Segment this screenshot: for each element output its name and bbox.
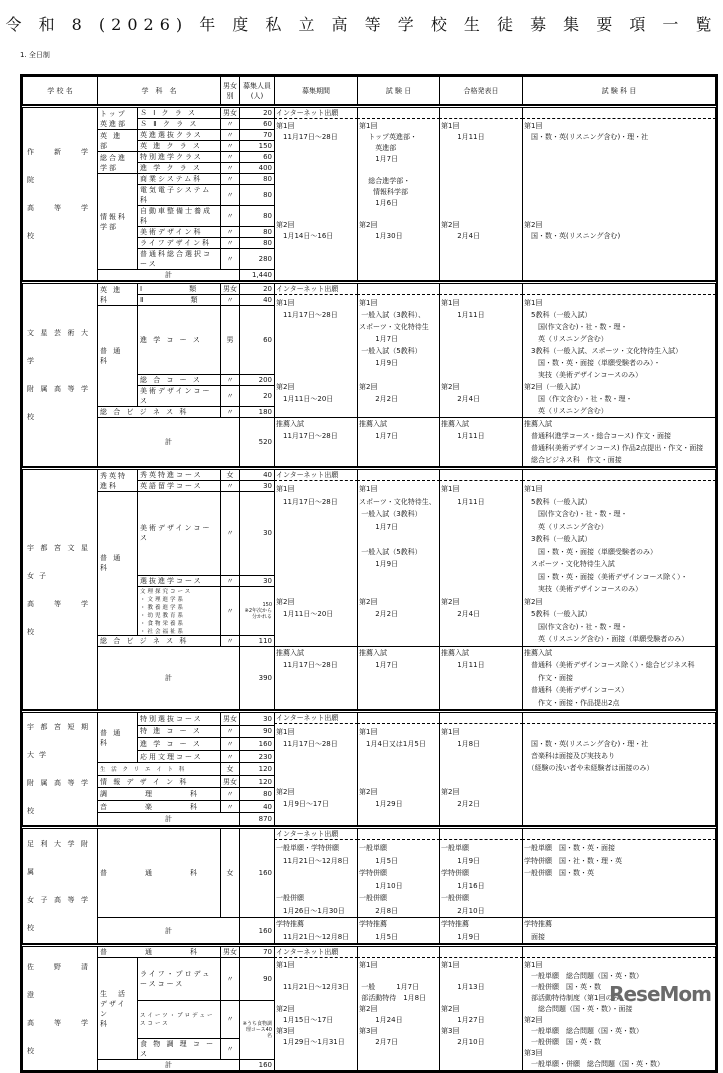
total-row [23, 418, 716, 467]
recommendation-subjects [523, 646, 716, 710]
exam-date [358, 283, 440, 418]
application-period [275, 107, 358, 281]
table-row [23, 283, 716, 295]
application-period [275, 469, 358, 647]
gender: 〃 [221, 185, 240, 206]
gender: 〃 [221, 249, 240, 270]
gender: 〃 [221, 492, 240, 576]
pass-announcement [440, 107, 523, 281]
capacity: 30 [240, 575, 275, 586]
dashed-divider [523, 829, 716, 840]
table-row [23, 946, 716, 958]
recommendation-pass-text: 学特推薦 1月9日 [441, 920, 481, 941]
recommendation-pass [440, 418, 523, 467]
capacity: 60 [240, 306, 275, 375]
total-label: 計 [98, 646, 240, 710]
capacity: 280 [240, 249, 275, 270]
pass-announcement [440, 828, 523, 918]
department-group: トップ英進部 [98, 107, 138, 130]
period-text: 第1回 11月21日～12月3日 第2回 1月15日～17日 第3回 1月29日～1月31日 [276, 961, 350, 1046]
course-name: 選抜進学コース [138, 575, 221, 586]
gender: 〃 [221, 958, 240, 1001]
recommendation-pass [440, 646, 523, 710]
gender: 〃 [221, 152, 240, 163]
school-name-cell [23, 469, 98, 710]
exam-date [358, 469, 440, 647]
course-name: 商業システム科 [138, 174, 221, 185]
school-name-line: 高 等 学 校 [27, 1018, 93, 1055]
gender: 男女 [221, 946, 240, 958]
school-name-cell [23, 283, 98, 467]
capacity: 400 [240, 163, 275, 174]
dashed-divider [440, 713, 523, 724]
course-name: 秀英特進コース [138, 469, 221, 481]
course-name: 美術デザインコース [138, 386, 221, 407]
school-name-cell [23, 946, 98, 1071]
school-name-line: 宇都宮文星女子 [27, 543, 93, 580]
department-group: 英 進 科 [98, 283, 138, 306]
gender: 男女 [221, 712, 240, 726]
period-text: 第1回 11月17日～28日 第2回 1月11日～20日 [276, 299, 338, 403]
department-group: 普 通 科 [98, 712, 138, 763]
exam-subjects [523, 828, 716, 918]
capacity: 80 [240, 206, 275, 227]
application-period [275, 283, 358, 418]
gender: 〃 [221, 1039, 240, 1060]
capacity: 90 [240, 958, 275, 1001]
total-row [23, 918, 716, 944]
exam-subjects [523, 946, 716, 1071]
course-name: 普 通 科 [98, 946, 221, 958]
gender: 〃 [221, 238, 240, 249]
school-section [22, 710, 716, 826]
dashed-divider [440, 470, 523, 481]
gender: 〃 [221, 174, 240, 185]
course-name: 進 学 ク ラ ス [138, 163, 221, 174]
gender: 〃 [221, 119, 240, 130]
school-name-line: 女子高等学校 [27, 896, 93, 932]
recommendation-period [275, 418, 358, 467]
total-count: 520 [240, 418, 275, 467]
course-name: 自動車整備士養成科 [138, 206, 221, 227]
school-name-line: 附属高等学校 [27, 779, 93, 815]
capacity: 80 [240, 185, 275, 206]
capacity: 20 [240, 386, 275, 407]
subjects-text: 一般単願 国・数・英・面接 学特併願 国・社・数・理・英 一般併願 国・数・英 [524, 844, 622, 877]
gender: 〃 [221, 1000, 240, 1039]
gender: 〃 [221, 481, 240, 492]
department-group: 総合進学部 [98, 152, 138, 174]
school-name-cell [23, 712, 98, 826]
course-name: 美術デザイン科 [138, 227, 221, 238]
school-name-cell [23, 107, 98, 281]
pass-text: 第1回 1月11日 第2回 2月4日 [441, 485, 485, 618]
capacity: 160 [240, 828, 275, 918]
capacity: 120 [240, 775, 275, 788]
recommendation-pass-text: 推薦入試 1月11日 [441, 648, 485, 669]
exam-subjects [523, 283, 716, 418]
exam-date [358, 712, 440, 826]
pass-text: 第1回 1月11日 第2回 2月4日 [441, 299, 485, 403]
header-pass-date: 合格発表日 [440, 77, 523, 105]
course-name: Ⅰ 類 [138, 283, 221, 295]
dashed-divider [358, 470, 440, 481]
exam-date [358, 828, 440, 918]
recommendation-exam [358, 646, 440, 710]
course-name: 特 進 コ ー ス [138, 725, 221, 738]
gender: 〃 [221, 635, 240, 646]
capacity: 70 [240, 946, 275, 958]
total-count: 1,440 [240, 270, 275, 281]
pass-text: 一般単願 1月9日 学特併願 1月16日 一般併願 2月10日 [441, 844, 485, 915]
section-subtitle: 1. 全日制 [20, 51, 50, 59]
recommendation-exam-text: 推薦入試 1月7日 [359, 648, 399, 669]
gender: 〃 [221, 206, 240, 227]
header-period: 募集期間 [275, 77, 358, 105]
gender: 〃 [221, 163, 240, 174]
capacity: 40 [240, 295, 275, 306]
course-name: 調 理 科 [98, 788, 221, 801]
dashed-divider [440, 829, 523, 840]
school-section [22, 944, 716, 1071]
table-header [22, 76, 716, 105]
course-name: 進 学 コ ー ス [138, 306, 221, 375]
recommendation-exam-text: 推薦入試 1月7日 [359, 420, 399, 440]
gender: 〃 [221, 375, 240, 386]
course-name: 特別選抜コース [138, 712, 221, 726]
dashed-divider [358, 713, 440, 724]
dashed-divider [358, 284, 440, 295]
subjects-text: 第1回 5教科（一般入試） 国(作文含む)・社・数・理・ 英（リスニング含む） 3教科（一般入試） 国・数・英・面接（単願受験者のみ） スポーツ・文化特待生入試 国・数・英・面接（美術デザインコース除く）・ 実技（美術デザインコースのみ） 第2回 5教科（一般入試） 国(作文含む)・社・数・理・ 英（リスニング含む）・面接（単願受験者のみ） [524, 485, 689, 643]
school-name-line: 佐 野 清 澄 [27, 962, 93, 999]
recommendation-pass [440, 918, 523, 944]
capacity: ※うち食物調理コース40名 [240, 1000, 275, 1060]
exam-date [358, 946, 440, 1071]
online-application-label: インターネット出願 [275, 470, 358, 481]
course-name: 普 通 科 [98, 828, 221, 918]
school-name-line: 高 等 学 校 [27, 599, 93, 636]
gender: 〃 [221, 141, 240, 152]
course-name: 進 学 コ ー ス [138, 738, 221, 751]
school-name-line: 作 新 学 院 [27, 148, 93, 184]
recommendation-period [275, 918, 358, 944]
course-name: Ⅱ 類 [138, 295, 221, 306]
recommendation-period-text: 推薦入試 11月17日～28日 [276, 420, 338, 440]
department-group: 英 進 部 [98, 130, 138, 152]
course-name: 応用文理コース [138, 750, 221, 763]
course-name: 英語留学コース [138, 481, 221, 492]
header-exam-date: 試 験 日 [358, 77, 440, 105]
department-group: 秀英特進科 [98, 469, 138, 492]
recommendation-subjects [523, 418, 716, 467]
total-count: 870 [240, 813, 275, 826]
dashed-divider [523, 947, 716, 958]
table-row [23, 107, 716, 119]
course-name: 英 進 ク ラ ス [138, 141, 221, 152]
school-name-cell [23, 828, 98, 944]
capacity: 20 [240, 107, 275, 119]
gender: 男女 [221, 107, 240, 119]
department-group: 情報科学部 [98, 174, 138, 270]
exam-subjects [523, 712, 716, 826]
gender: 男女 [221, 283, 240, 295]
course-name: ライフ・プロデュースコース [138, 958, 221, 1001]
period-text: 一般単願・学特併願 11月21日～12月8日 一般併願 1月26日～1月30日 [276, 844, 350, 915]
capacity: 40 [240, 800, 275, 813]
school-section [22, 467, 716, 710]
header-gender: 男女別 [221, 77, 240, 105]
header-subjects: 試 験 科 目 [523, 77, 716, 105]
dashed-divider [358, 829, 440, 840]
total-count: 160 [240, 918, 275, 944]
exam-text: 第1回 一般 1月7日 部活動特待 1月8日 第2回 1月24日 第3回 2月7日 [359, 961, 427, 1046]
application-period [275, 946, 358, 1071]
recommendation-subjects-text: 推薦入試 普通科(進学コース・総合コース) 作文・面接 普通科(美術デザインコース) 作品2点提出・作文・面接 総合ビジネス科 作文・面接 [524, 420, 704, 464]
capacity: 110 [240, 635, 275, 646]
gender: 〃 [221, 725, 240, 738]
gender: 〃 [221, 788, 240, 801]
recommendation-subjects-text: 学特推薦 面接 [524, 920, 552, 941]
pass-text: 第1回 1月13日 第2回 1月27日 第3回 2月10日 [441, 961, 485, 1046]
total-label: 計 [98, 418, 240, 467]
capacity: 80 [240, 788, 275, 801]
subjects-text: 第1回 5教科（一般入試） 国(作文含む)・社・数・理・ 英（リスニング含む） 3教科（一般入試、スポーツ・文化特待生入試） 国・数・英・面接（単願受験者のみ）・ 実技（美術デザインコースのみ） 第2回（一般入試） 国（作文含む）・社・数・理・ 英（リスニング含む） [524, 299, 683, 415]
gender: 〃 [221, 575, 240, 586]
gender: 〃 [221, 407, 240, 418]
capacity: 120 [240, 763, 275, 776]
exam-text: 第1回 一般入試（3教科）、 スポーツ・文化特待生 1月7日 一般入試（5教科） 1月9日 第2回 2月2日 [359, 299, 429, 403]
total-count: 160 [240, 1060, 275, 1071]
course-name: 特別進学クラス [138, 152, 221, 163]
dashed-divider [440, 947, 523, 958]
course-name: 音 楽 科 [98, 800, 221, 813]
course-name: Ｓ Ⅱ ク ラ ス [138, 119, 221, 130]
pass-announcement [440, 946, 523, 1071]
document-title: 令 和 8 (2026) 年 度 私 立 高 等 学 校 生 徒 募 集 要 項 一 覧 [5, 15, 718, 34]
exam-date [358, 107, 440, 281]
capacity: 60 [240, 119, 275, 130]
capacity: 80 [240, 174, 275, 185]
recommendation-subjects-text: 推薦入試 普通科（美術デザインコース除く）・総合ビジネス科 作文・面接 普通科（美術デザインコース） 作文・面接・作品提出2点 [524, 648, 695, 707]
dashed-divider [523, 284, 716, 295]
course-name: 総 合 ビ ジ ネ ス 科 [98, 635, 221, 646]
table-row [23, 828, 716, 918]
resemom-logo: ReseMom [609, 982, 711, 1006]
course-name: 文理探究コース ・文理進学系 ・教養進学系 ・幼児教育系 ・食物栄養系 ・社会福祉系 [138, 586, 221, 635]
department-group: 普 通 科 [98, 306, 138, 407]
school-name-line: 文星芸術大学 [27, 329, 93, 365]
capacity: 150 ※2年次から分かれる [240, 586, 275, 635]
dashed-divider [440, 284, 523, 295]
course-name: 普通科総合選択コース [138, 249, 221, 270]
recommendation-period-text: 学特推薦 11月21日～12月8日 [276, 920, 350, 941]
pass-text: 第1回 1月11日 第2回 2月4日 [441, 122, 485, 240]
capacity: 40 [240, 469, 275, 481]
gender: 女 [221, 469, 240, 481]
capacity: 30 [240, 492, 275, 576]
exam-text: 一般単願 1月5日 学特併願 1月10日 一般併願 2月8日 [359, 844, 403, 915]
header-department: 学 科 名 [98, 77, 221, 105]
online-application-label: インターネット出願 [275, 284, 358, 295]
gender: 〃 [221, 295, 240, 306]
table-row [23, 469, 716, 481]
subjects-text: 第1回 国・数・英(リスニング含む)・理・社 第2回 国・数・英(リスニング含む) [524, 122, 649, 240]
exam-text: 第1回 1月4日又は1月5日 第2回 1月29日 [359, 728, 426, 808]
course-name: 情 報 デ ザ イ ン 科 [98, 775, 221, 788]
gender: 〃 [221, 800, 240, 813]
capacity: 70 [240, 130, 275, 141]
subjects-text: 国・数・英(リスニング含む)・理・社 音楽科は面接及び実技あり （経験の浅い者や未経験者は面接のみ） [530, 740, 654, 772]
recommendation-subjects [523, 918, 716, 944]
pass-text: 第1回 1月8日 第2回 2月2日 [441, 728, 481, 808]
dashed-divider [358, 108, 440, 119]
capacity: 30 [240, 481, 275, 492]
pass-announcement [440, 712, 523, 826]
application-period [275, 828, 358, 918]
capacity: 160 [240, 738, 275, 751]
school-name-line: 高 等 学 校 [27, 204, 93, 240]
gender: 〃 [221, 750, 240, 763]
header-capacity: 募集人員(人) [240, 77, 275, 105]
course-name: 総 合 ビ ジ ネ ス 科 [98, 407, 221, 418]
course-name: 英進選抜クラス [138, 130, 221, 141]
school-name-line: 附属高等学校 [27, 385, 93, 421]
gender: 女 [221, 763, 240, 776]
capacity: 80 [240, 227, 275, 238]
subjects-text: 第1回 一般単願 総合問題（国・英・数） 一般併願 国・英・数 部活動特待制度（第1回のみ） 総合問題（国・英・数）・面接 第2回 一般単願 総合問題（国・英・数） 一般併願 国・英・数 第3回 一般単願・併願 総合問題（国・英・数） [524, 961, 664, 1068]
table-row [23, 712, 716, 726]
course-name: ライフデザイン科 [138, 238, 221, 249]
total-label: 計 [98, 813, 240, 826]
recommendation-pass-text: 推薦入試 1月11日 [441, 420, 485, 440]
pass-announcement [440, 469, 523, 647]
gender: 男 [221, 306, 240, 375]
gender: 〃 [221, 227, 240, 238]
recommendation-exam [358, 918, 440, 944]
course-name: 総 合 コ ー ス [138, 375, 221, 386]
capacity: 230 [240, 750, 275, 763]
exam-text: 第1回 トップ英進部・ 英進部 1月7日 総合進学部・ 情報科学部 1月6日 第2回 1月30日 [359, 122, 418, 240]
capacity: 150 [240, 141, 275, 152]
dashed-divider [523, 470, 716, 481]
recommendation-exam-text: 学特推薦 1月5日 [359, 920, 399, 941]
dashed-divider [358, 947, 440, 958]
course-name: 食 物 調 理 コ ー ス [138, 1039, 221, 1060]
school-section [22, 281, 716, 467]
course-name: スイーツ・プロデュースコース [138, 1000, 221, 1039]
header-school: 学 校 名 [23, 77, 98, 105]
school-name-line: 足利大学附属 [27, 840, 93, 876]
exam-subjects [523, 469, 716, 647]
application-period [275, 712, 358, 826]
gender: 男女 [221, 775, 240, 788]
total-label: 計 [98, 1060, 240, 1071]
course-name: Ｓ Ⅰ ク ラ ス [138, 107, 221, 119]
period-text: 第1回 11月17日～28日 第2回 1月9日～17日 [276, 728, 338, 808]
recommendation-exam [358, 418, 440, 467]
gender: 〃 [221, 130, 240, 141]
capacity: 80 [240, 238, 275, 249]
online-application-label: インターネット出願 [275, 947, 358, 958]
school-section [22, 826, 716, 944]
total-label: 計 [98, 270, 240, 281]
exam-subjects [523, 107, 716, 281]
online-application-label: インターネット出願 [275, 108, 358, 119]
online-application-label: インターネット出願 [275, 713, 358, 724]
school-section [22, 105, 716, 281]
school-name-line: 宇都宮短期大学 [27, 723, 93, 759]
period-text: 第1回 11月17日～28日 第2回 1月11日～20日 [276, 485, 338, 618]
online-application-label: インターネット出願 [275, 829, 358, 840]
capacity: 60 [240, 152, 275, 163]
dashed-divider [440, 108, 523, 119]
capacity: 200 [240, 375, 275, 386]
total-label: 計 [98, 918, 240, 944]
capacity: 30 [240, 712, 275, 726]
capacity: 20 [240, 283, 275, 295]
period-text: 第1回 11月17日～28日 第2回 1月14日～16日 [276, 122, 338, 240]
capacity: 90 [240, 725, 275, 738]
recommendation-period [275, 646, 358, 710]
course-name: 電気電子システム科 [138, 185, 221, 206]
total-count: 390 [240, 646, 275, 710]
department-group: 生 活 デザイン 科 [98, 958, 138, 1060]
gender: 〃 [221, 586, 240, 635]
pass-announcement [440, 283, 523, 418]
admissions-table [20, 74, 718, 1073]
dashed-divider [523, 108, 716, 119]
gender: 女 [221, 828, 240, 918]
gender: 〃 [221, 738, 240, 751]
gender: 〃 [221, 386, 240, 407]
exam-text: 第1回 スポーツ・文化特待生、 一般入試（3教科） 1月7日 一般入試（5教科） 1月9日 第2回 2月2日 [359, 485, 436, 618]
recommendation-period-text: 推薦入試 11月17日～28日 [276, 648, 338, 669]
capacity: 180 [240, 407, 275, 418]
course-name: 生 活 ク リ エ イ ト 科 [98, 763, 221, 776]
total-row [23, 646, 716, 710]
dashed-divider [523, 713, 716, 724]
course-name: 美術デザインコース [138, 492, 221, 576]
department-group: 普 通 科 [98, 492, 138, 636]
